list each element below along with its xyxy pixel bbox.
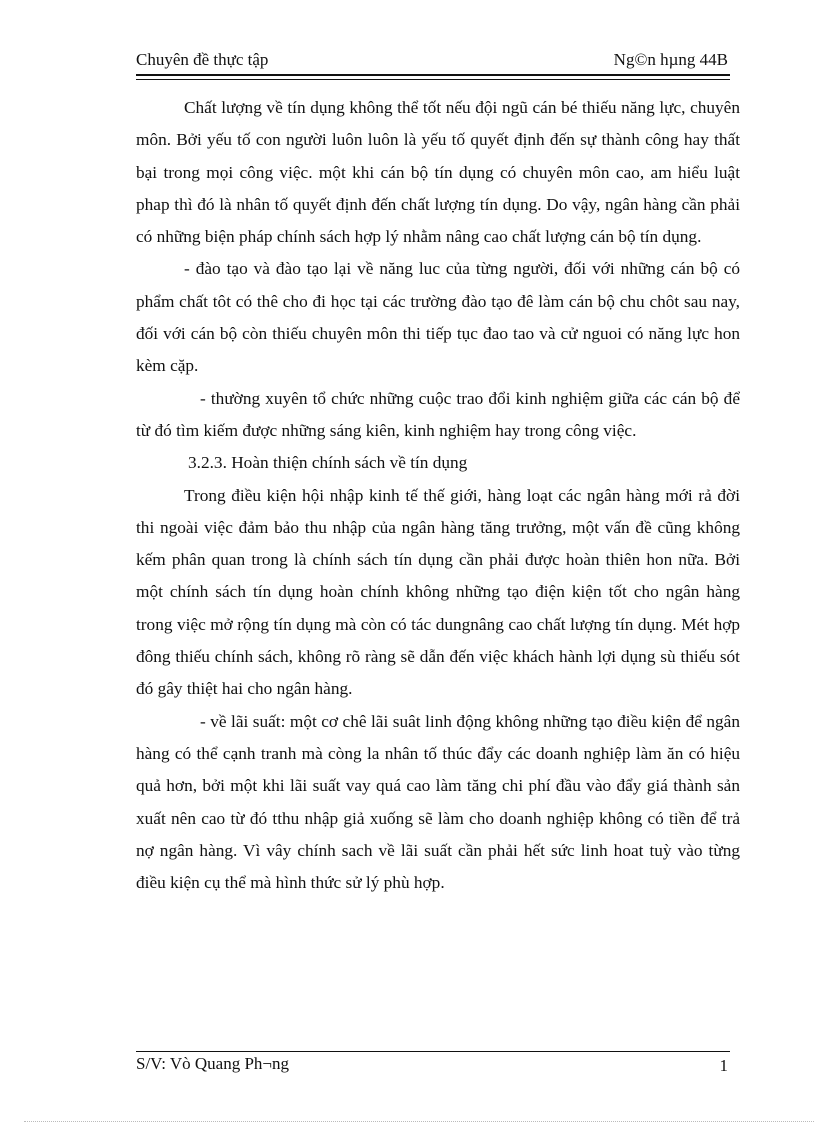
page-header — [136, 48, 728, 72]
paragraph-credit-policy: Trong điều kiện hội nhập kinh tế thế giới, hàng loạt các ngân hàng mới rả đời thi ngoài việc đảm bảo thu nhập của ngân hàng tăng trưởng, một vấn đề cũng không kếm phân quan trong là chính sách tín dụng cần phải được hoàn thiên hon nữa. Bởi một chính sách tín dụng hoàn chính không những tạo điện kiện tốt cho ngân hàng trong việc mở rộng tín dụng mà còn có tác dungnâng cao chất lượng tín dụng. Mét hợp đông thiếu chính sách, không rõ ràng sẽ dẫn đến việc khách hành lợi dụng sù thiếu sót đó gây thiệt hai cho ngân hàng. — [136, 485, 740, 699]
paragraph-staff-quality: Chất lượng về tín dụng không thể tốt nếu đội ngũ cán bé thiếu năng lực, chuyên môn. Bởi yếu tố con người luôn luôn là yếu tố quyết định đến sự thành công hay thất bại trong mọi công việc. một khi cán bộ tín dụng có chuyên môn cao, am hiểu luật phap thì đó là nhân tố quyết định đến chất lượng tín dụng. Do vậy, ngân hàng cần phải có những biện pháp chính sách hợp lý nhằm nâng cao chất lượng cán bộ tín dụng. — [136, 98, 740, 247]
footer-student: S/V: Vò Quang Ph¬ng — [136, 1054, 289, 1073]
paragraph-interest-rate: - về lãi suất: một cơ chê lãi suât linh động không những tạo điều kiện để ngân hàng có thể cạnh tranh mà còng la nhân tố thúc đẩy các doanh nghiệp làm ăn có hiệu quả hơn, bởi một khi lãi suất vay quá cao làm tăng chi phí đầu vào đẩy giá thành sản xuất nên cao từ đó tthu nhập giả xuống sẽ làm cho doanh nghiệp không có tiền để trả nợ ngân hàng. Vì vây chính sach về lãi suất cần phải hết sức linh hoat tuỳ vào từng điều kiện cụ thể mà hình thức sử lý phù hợp. — [136, 711, 740, 893]
header-title: Chuyên đề thực tập — [136, 50, 269, 69]
footer-rule — [136, 1051, 730, 1052]
page-footer — [136, 1054, 730, 1078]
header-rule-thick — [136, 74, 730, 76]
paragraph-experience-exchange: - thường xuyên tổ chức những cuộc trao đổi kinh nghiệm giữa các cán bộ để từ đó tìm kiếm được những sáng kiên, kinh nghiệm hay trong công việc. — [136, 388, 740, 440]
section-heading: 3.2.3. Hoàn thiện chính sách về tín dụng — [188, 453, 468, 473]
page-number: 1 — [719, 1056, 728, 1075]
header-rule-thin — [136, 79, 730, 80]
paragraph-training: - đào tạo và đào tạo lại về năng luc của từng người, đối với những cán bộ có phẩm chất tôt có thê cho đi học tại các trường đào tạo đê làm cán bộ chu chôt sau nay, đối với cán bộ còn thiếu chuyên môn thi tiếp tục đao tao và cử nguoi có năng lực hon kèm cặp. — [136, 259, 740, 376]
header-class: Ng©n hµng 44B — [613, 50, 728, 69]
body-text — [136, 92, 740, 899]
page-edge — [24, 1121, 814, 1122]
